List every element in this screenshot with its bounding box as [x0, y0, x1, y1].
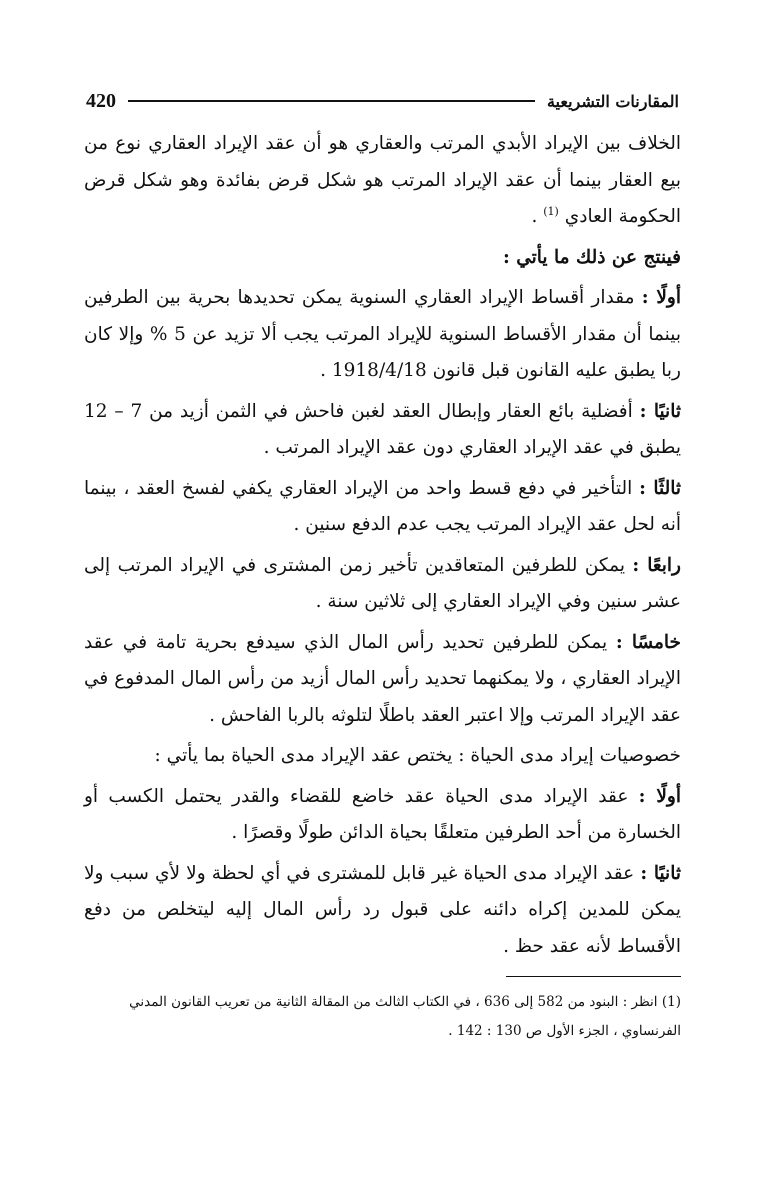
item-lead: ثالثًا : — [639, 477, 681, 499]
item-text: عقد الإيراد مدى الحياة غير قابل للمشترى في أي لحظة ولا لأي سبب ولا يمكن للمدين إكراه دائنه على قبول رد رأس المال إليه ليتخلص من دفع الأقساط لأنه عقد حظ . — [84, 862, 681, 957]
item-text: أفضلية بائع العقار وإبطال العقد لغبن فاحش في الثمن أزيد من 7 – 12 يطبق في عقد الإيراد العقاري دون عقد الإيراد المرتب . — [84, 400, 681, 458]
intro-paragraph — [84, 126, 681, 236]
footnote: (1) انظر : البنود من 582 إلى 636 ، في الكتاب الثالث من المقالة الثانية من تعريب القانون المدني الفرنساوي ، الجزء الأول ص 130 : 142 . — [129, 994, 681, 1039]
item-third — [84, 471, 681, 544]
running-title: المقارنات التشريعية — [546, 91, 679, 111]
item-lead: ثانيًا : — [640, 862, 681, 884]
page-number: 420 — [86, 89, 116, 112]
item-text: مقدار أقساط الإيراد العقاري السنوية يمكن تحديدها بحرية بين الطرفين بينما أن مقدار الأقساط السنوية للإيراد المرتب يجب ألا تزيد عن 5 % وإلا كان ربا يطبق عليه القانون قبل قانون 1918/4/18 . — [84, 287, 681, 381]
intro-end: . — [531, 206, 544, 227]
life-intro: خصوصيات إيراد مدى الحياة : يختص عقد الإيراد مدى الحياة بما يأتي : — [154, 745, 681, 766]
item-lead: أولًا : — [641, 287, 681, 308]
item-first — [84, 280, 681, 390]
footnote-ref: (1) — [543, 204, 559, 218]
item-fourth — [84, 548, 681, 621]
body-text — [84, 126, 681, 969]
item-text: يمكن للطرفين المتعاقدين تأخير زمن المشترى في الإيراد المرتب إلى عشر سنين وفي الإيراد العقاري إلى ثلاثين سنة . — [84, 554, 681, 612]
page-header — [86, 84, 679, 118]
item-lead: أولًا : — [638, 785, 681, 807]
item-lead: رابعًا : — [632, 554, 681, 576]
intro-text: الخلاف بين الإيراد الأبدي المرتب والعقاري هو أن عقد الإيراد العقاري نوع من بيع العقار بينما أن عقد الإيراد المرتب هو شكل قرض بفائدة وهو شكل قرض الحكومة العادي — [84, 133, 681, 227]
life-item-second — [84, 856, 681, 966]
header-rule — [128, 100, 535, 102]
item-lead: ثانيًا : — [639, 400, 681, 422]
item-text: عقد الإيراد مدى الحياة عقد خاضع للقضاء والقدر يحتمل الكسب أو الخسارة من أحد الطرفين متعلقًا بحياة الدائن طولًا وقصرًا . — [84, 785, 681, 843]
life-item-first — [84, 779, 681, 852]
item-second — [84, 394, 681, 467]
item-text: التأخير في دفع قسط واحد من الإيراد العقاري يكفي لفسخ العقد ، بينما أنه لحل عقد الإيراد المرتب يجب عدم الدفع سنين . — [84, 477, 681, 535]
item-text: يمكن للطرفين تحديد رأس المال الذي سيدفع بحرية تامة في عقد الإيراد العقاري ، ولا يمكنهما تحديد رأس المال أزيد من رأس المال المدفوع في عقد الإيراد المرتب وإلا اعتبر العقد باطلًا لتلوثه بالربا الفاحش . — [84, 631, 681, 726]
item-fifth — [84, 625, 681, 735]
result-heading: فينتج عن ذلك ما يأتي : — [502, 246, 681, 268]
footnote-separator — [506, 976, 681, 977]
item-lead: خامسًا : — [615, 631, 681, 653]
